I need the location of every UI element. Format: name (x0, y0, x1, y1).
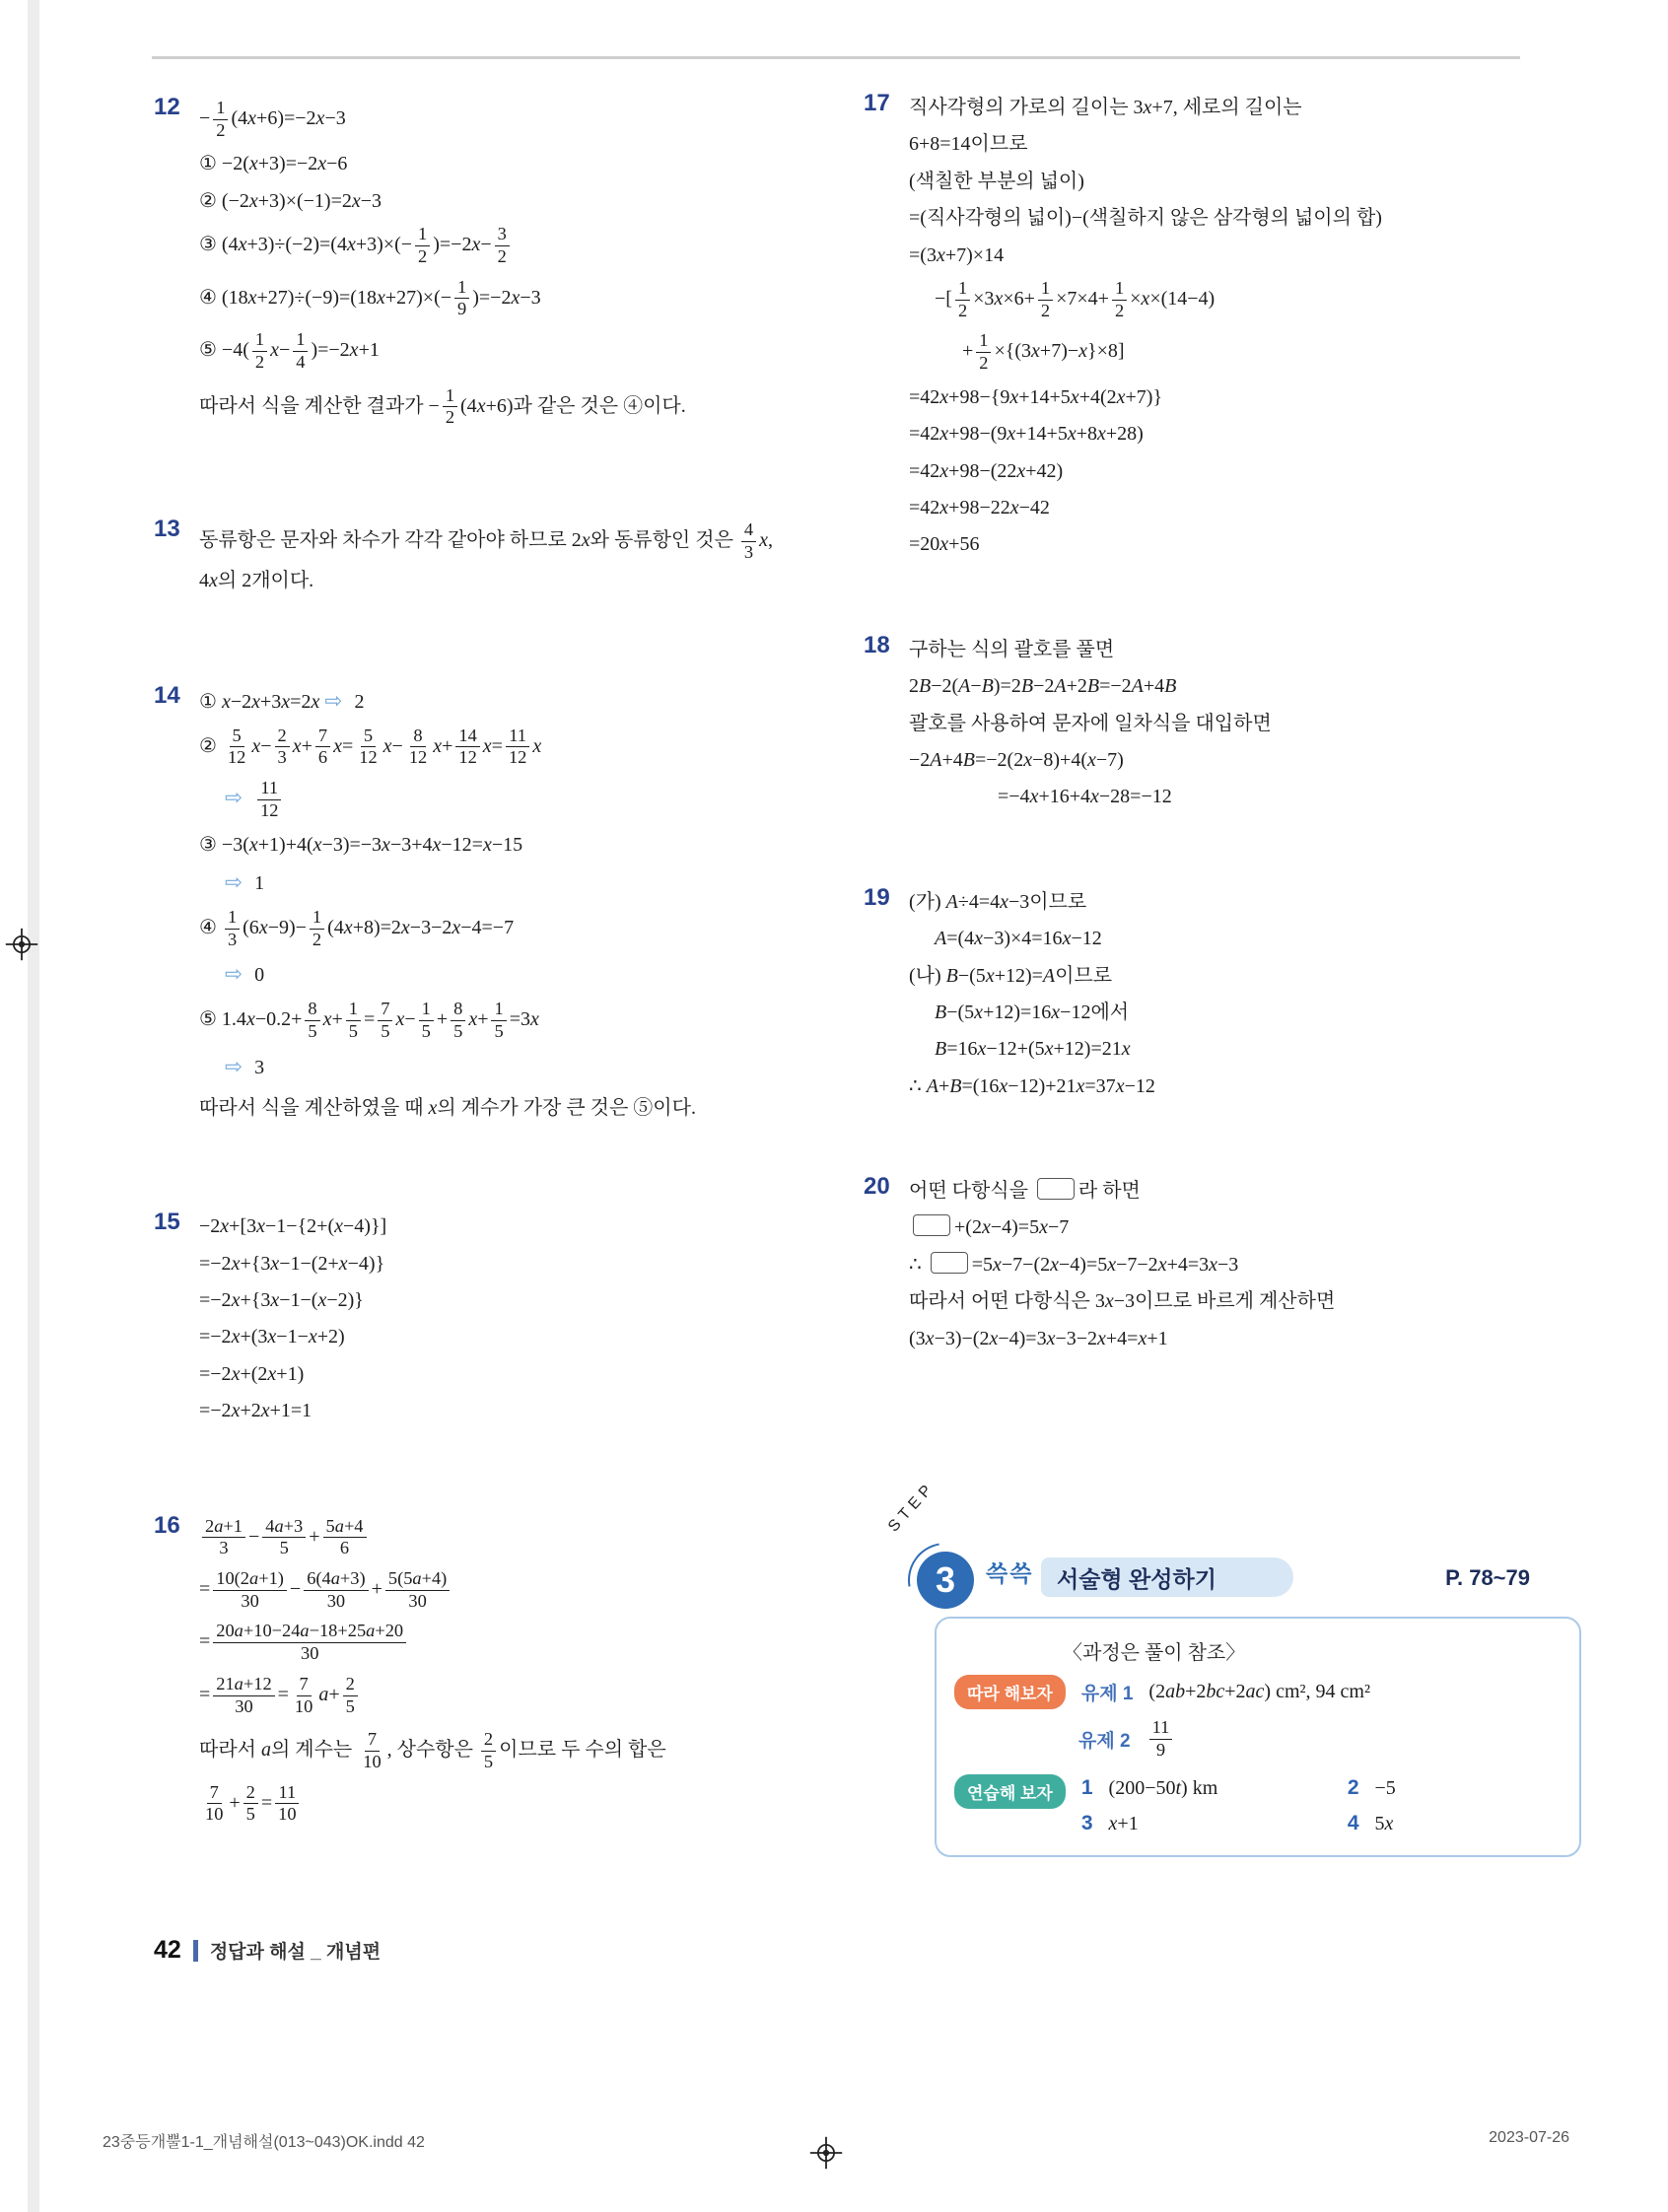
solution-line: =(3x+7)×14 (909, 243, 1005, 266)
problem-13 (154, 513, 795, 602)
practice-answer-1 (1081, 1776, 1330, 1800)
page-number: 42 (154, 1936, 181, 1964)
registration-mark-bottom (808, 2135, 844, 2171)
solution-line: = $\frac{10(2a+1)}{30}$ − $\frac{6(4a+3)}{30}$ + $\frac{5(5a+4)}{30}$ (199, 1566, 795, 1614)
solution-body (909, 87, 1530, 566)
solution-line: (가) A÷4=4x−3이므로 (909, 890, 1087, 913)
answer-box (935, 1617, 1581, 1857)
solution-line: $\frac{2a+1}{3}$ − $\frac{4a+3}{5}$ + $\frac{5a+4}{6}$ (199, 1514, 795, 1561)
solution-line: B−(5x+12)=16x−12에서 (935, 1001, 1130, 1023)
solution-line: −2x+[3x−1−{2+(x−4)}] (199, 1215, 387, 1238)
solution-line: + $\frac{1}{2}$ ×{(3x+7)−x}×8] (962, 330, 1125, 374)
solution-line: ④ $\frac{1}{3}$ (6x−9)− $\frac{1}{2}$ (4x+8)=2x−3−2x−4=−7 (199, 907, 515, 949)
page-edge-shadow (28, 0, 39, 2212)
solution-line: − $\frac{1}{2}$ (4x+6)=−2x−3 (199, 98, 346, 140)
registration-mark-left (4, 927, 39, 962)
answer-number: 3 (1080, 1812, 1093, 1835)
section-banner (1041, 1557, 1293, 1597)
problem-number: 15 (154, 1209, 180, 1236)
page-reference: P. 78~79 (1445, 1565, 1530, 1590)
solution-line: B=16x−12+(5x+12)=21x (935, 1038, 1131, 1061)
solution-body (909, 881, 1530, 1107)
process-note: 〈과정은 풀이 참조〉 (1063, 1642, 1246, 1664)
answer-value: −5 (1374, 1776, 1396, 1799)
solution-line: (3x−3)−(2x−4)=3x−3−2x+4=x+1 (909, 1327, 1168, 1349)
problem-14 (154, 679, 795, 1129)
follow-row (954, 1675, 1562, 1709)
problem-number: 18 (864, 631, 890, 658)
problem-19 (864, 881, 1530, 1107)
solution-line: =20x+56 (909, 533, 980, 556)
scribble-decoration: 쓱쓱 (986, 1560, 1034, 1586)
print-date: 2023-07-26 (1489, 2129, 1569, 2146)
solution-line: =−2x+(2x+1) (199, 1362, 305, 1385)
right-column (864, 87, 1530, 1422)
answer-value: 5x (1374, 1812, 1394, 1834)
problem-20 (864, 1170, 1530, 1359)
step-number-badge (917, 1552, 974, 1609)
solution-line: −[ $\frac{1}{2}$ ×3x×6+ $\frac{1}{2}$ ×7×4+ $\frac{1}{2}$ ×x×(14−4) (935, 277, 1216, 320)
solution-line: 따라서 식을 계산한 결과가 − $\frac{1}{2}$ (4x+6)과 같은 것은 ④이다. (199, 384, 686, 428)
solution-line: ⇨ 0 (225, 962, 265, 987)
print-file-name: 23중등개뿔1-1_개념해설(013~043)OK.indd 42 (103, 2134, 425, 2151)
solution-body (199, 91, 795, 436)
solution-line: =−2x+{3x−1−(2+x−4)} (199, 1252, 385, 1275)
footer-divider (193, 1940, 198, 1962)
solution-line: 괄호를 사용하여 문자에 일차식을 대입하면 (909, 712, 1272, 734)
step3-section (864, 1447, 1544, 1881)
solution-line: =42x+98−(9x+14+5x+8x+28) (909, 423, 1144, 446)
solution-line: = $\frac{20a+10-24a-18+25a+20}{30}$ (199, 1619, 795, 1666)
solution-line: =−2x+2x+1=1 (199, 1400, 313, 1422)
practice-badge: 연습해 보자 (954, 1774, 1066, 1809)
solution-line: (색칠한 부분의 넓이) (909, 170, 1084, 192)
solution-line: ① −2(x+3)=−2x−6 (199, 153, 348, 175)
problem-12 (154, 91, 795, 436)
yuje2-row (1078, 1715, 1562, 1763)
practice-answer-4 (1348, 1812, 1525, 1835)
solution-line: $\frac{7}{10}$ + $\frac{2}{5}$ = $\frac{11}{10}$ (199, 1780, 795, 1828)
solution-line: 어떤 다항식을 라 하면 (909, 1180, 1141, 1203)
practice-answer-3 (1081, 1812, 1330, 1835)
problem-number: 16 (154, 1511, 180, 1539)
solution-line: = $\frac{21a+12}{30}$ = $\frac{7}{10}$ a+ $\frac{2}{5}$ (199, 1672, 795, 1719)
solution-line: ③ (4x+3)÷(−2)=(4x+3)×(− $\frac{1}{2}$ )=−2x− $\frac{3}{2}$ (199, 222, 795, 269)
solution-line: 동류항은 문자와 차수가 각각 같아야 하므로 2x와 동류항인 것은 $\frac{4}{3}$ x, 4x의 2개이다. (199, 518, 773, 592)
solution-line: 6+8=14이므로 (909, 133, 1028, 156)
left-column (154, 91, 795, 1909)
solution-line: +(2x−4)=5x−7 (909, 1211, 1530, 1243)
practice-answers (1081, 1774, 1525, 1835)
solution-line: ⑤ 1.4x−0.2+ $\frac{8}{5}$ x+ $\frac{1}{5}$ = $\frac{7}{5}$ x− $\frac{1}{5}$ + $\frac{8}{5}$ x+ $\frac{1}{5}$ =3x (199, 999, 539, 1042)
solution-body (199, 1206, 795, 1431)
solution-line: =−2x+{3x−1−(x−2)} (199, 1288, 364, 1311)
step-word-label: STEP (885, 1479, 938, 1536)
solution-body (909, 1170, 1530, 1359)
step-number: 3 (935, 1559, 956, 1600)
top-divider-rule (152, 56, 1520, 59)
solution-line: 구하는 식의 괄호를 풀면 (909, 638, 1115, 660)
problem-18 (864, 629, 1530, 818)
solution-body (199, 679, 795, 1129)
problem-number: 13 (154, 515, 180, 542)
practice-row (954, 1774, 1562, 1835)
solution-line: =42x+98−{9x+14+5x+4(2x+7)} (909, 385, 1163, 408)
solution-body (199, 513, 795, 602)
answer-number: 2 (1347, 1776, 1359, 1800)
problem-number: 12 (154, 94, 180, 120)
solution-line: 직사각형의 가로의 길이는 3x+7, 세로의 길이는 (909, 97, 1302, 118)
problem-15 (154, 1206, 795, 1431)
yuje2-label: 유제 2 (1078, 1730, 1131, 1752)
solution-line: ④ (18x+27)÷(−9)=(18x+27)×(− $\frac{1}{9}$ )=−2x−3 (199, 276, 541, 319)
footer-section-label: 정답과 해설 _ 개념편 (209, 1942, 382, 1963)
solution-line: 2B−2(A−B)=2B−2A+2B=−2A+4B (909, 675, 1177, 698)
solution-line: ⇨ $\frac{11}{12}$ (199, 776, 795, 823)
solution-line: ⇨ 1 (225, 870, 265, 895)
answer-value: x+1 (1108, 1812, 1139, 1834)
solution-line: ② $\frac{5}{12}$ x− $\frac{2}{3}$ x+ $\frac{7}{6}$ x= $\frac{5}{12}$ x− $\frac{8}{12}$ x+ $\frac{14}{12}$ x= $\frac{11}{12}$ x (199, 725, 542, 768)
problem-number: 17 (864, 90, 890, 116)
solution-body (199, 1509, 795, 1833)
solution-line: =42x+98−(22x+42) (909, 459, 1064, 482)
solution-line: 따라서 a의 계수는 $\frac{7}{10}$ , 상수항은 $\frac{2}{5}$ 이므로 두 수의 합은 (199, 1729, 666, 1772)
solution-line: ② (−2x+3)×(−1)=2x−3 (199, 189, 382, 212)
solution-line: A=(4x−3)×4=16x−12 (935, 928, 1102, 950)
section-title: 서술형 완성하기 (1057, 1565, 1216, 1592)
problem-16 (154, 1509, 795, 1833)
practice-answer-2 (1348, 1776, 1525, 1800)
solution-line: =42x+98−22x−42 (909, 497, 1050, 518)
follow-badge: 따라 해보자 (954, 1675, 1066, 1709)
problem-number: 19 (864, 883, 890, 911)
page-footer (154, 1936, 381, 1965)
solution-line: ∴ A+B=(16x−12)+21x=37x−12 (909, 1074, 1155, 1097)
solution-line: ⇨ 3 (225, 1054, 265, 1078)
yuje2-answer: $\frac{11}{9}$ (1147, 1715, 1176, 1763)
solution-line: ∴ =5x−7−(2x−4)=5x−7−2x+4=3x−3 (909, 1253, 1239, 1276)
answer-number: 1 (1080, 1776, 1093, 1800)
solution-line: −2A+4B=−2(2x−8)+4(x−7) (909, 748, 1124, 771)
solution-line: ① x−2x+3x=2x ⇨ 2 (199, 688, 365, 713)
solution-line: (나) B−(5x+12)=A이므로 (909, 964, 1113, 987)
problem-number: 20 (864, 1173, 890, 1201)
solution-line: ③ −3(x+1)+4(x−3)=−3x−3+4x−12=x−15 (199, 833, 523, 856)
solution-line: =−2x+(3x−1−x+2) (199, 1326, 345, 1348)
yuje1-label: 유제 1 (1080, 1684, 1134, 1704)
solution-line: =−4x+16+4x−28=−12 (998, 786, 1172, 808)
answer-value: (200−50t) km (1108, 1776, 1218, 1799)
yuje1-answer: (2ab+2bc+2ac) cm², 94 cm² (1148, 1681, 1370, 1702)
solution-line: ⑤ −4( $\frac{1}{2}$ x− $\frac{1}{4}$ )=−2x+1 (199, 329, 380, 372)
solution-line: 따라서 어떤 다항식은 3x−3이므로 바르게 계산하면 (909, 1290, 1336, 1313)
problem-number: 14 (154, 681, 180, 709)
solution-body (909, 629, 1530, 818)
answer-number: 4 (1347, 1812, 1359, 1835)
problem-17 (864, 87, 1530, 566)
solution-line: 따라서 식을 계산하였을 때 x의 계수가 가장 큰 것은 ⑤이다. (199, 1096, 696, 1119)
solution-line: =(직사각형의 넓이)−(색칠하지 않은 삼각형의 넓이의 합) (909, 207, 1382, 230)
